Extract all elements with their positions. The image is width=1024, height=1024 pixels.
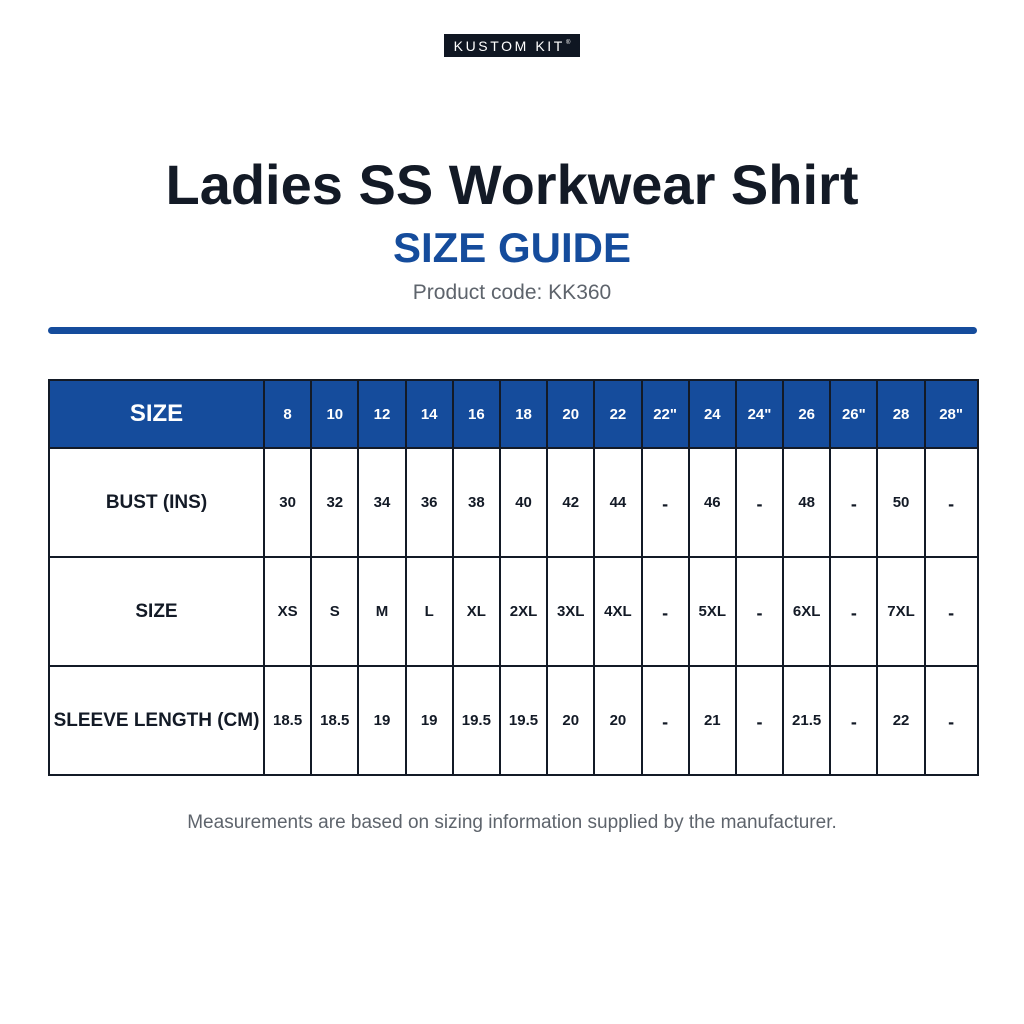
registered-mark: ®	[565, 39, 571, 46]
table-cell: 30	[264, 448, 311, 557]
table-cell: 50	[877, 448, 924, 557]
table-cell: 20	[547, 666, 594, 775]
table-cell: -	[642, 557, 689, 666]
table-body	[49, 448, 978, 775]
table-cell: 38	[453, 448, 500, 557]
divider	[48, 327, 977, 334]
table-cell: 42	[547, 448, 594, 557]
table-cell: 2XL	[500, 557, 547, 666]
header-size-cell: 26"	[830, 380, 877, 448]
footnote: Measurements are based on sizing information supplied by the manufacturer.	[187, 812, 837, 833]
table-cell: 21	[689, 666, 736, 775]
table-cell: 7XL	[877, 557, 924, 666]
header-size-cell: 16	[453, 380, 500, 448]
page-subtitle: SIZE GUIDE	[392, 224, 632, 271]
table-cell: -	[925, 666, 978, 775]
table-cell: XL	[453, 557, 500, 666]
table-cell: -	[925, 448, 978, 557]
table-row	[49, 448, 978, 557]
table-cell: L	[406, 557, 453, 666]
table-cell: -	[830, 448, 877, 557]
table-cell: 5XL	[689, 557, 736, 666]
table-cell: 4XL	[594, 557, 641, 666]
header-size-cell: 28"	[925, 380, 978, 448]
table-cell: 19	[406, 666, 453, 775]
table-cell: 40	[500, 448, 547, 557]
header-size-cell: 26	[783, 380, 830, 448]
header-size-cell: 28	[877, 380, 924, 448]
size-table	[48, 379, 979, 776]
table-cell: -	[736, 557, 783, 666]
table-cell: 3XL	[547, 557, 594, 666]
header-size-cell: 18	[500, 380, 547, 448]
table-cell: XS	[264, 557, 311, 666]
header-size-cell: 22"	[642, 380, 689, 448]
table-cell: 18.5	[311, 666, 358, 775]
table-header-row	[49, 380, 978, 448]
row-label: SLEEVE LENGTH (CM)	[49, 666, 264, 775]
table-cell: 19.5	[500, 666, 547, 775]
table-cell: 21.5	[783, 666, 830, 775]
header-size-cell: 14	[406, 380, 453, 448]
brand-logo	[444, 34, 580, 57]
table-cell: -	[642, 666, 689, 775]
table-cell: 36	[406, 448, 453, 557]
table-cell: 48	[783, 448, 830, 557]
table-row	[49, 557, 978, 666]
table-cell: 32	[311, 448, 358, 557]
header-size-label: SIZE	[49, 380, 264, 448]
product-code: Product code: KK360	[412, 281, 612, 304]
table-cell: M	[358, 557, 405, 666]
header-size-cell: 24	[689, 380, 736, 448]
header-size-cell: 12	[358, 380, 405, 448]
table-cell: 44	[594, 448, 641, 557]
table-cell: -	[830, 557, 877, 666]
table-cell: 19.5	[453, 666, 500, 775]
table-cell: -	[830, 666, 877, 775]
header-size-cell: 24"	[736, 380, 783, 448]
table-cell: 34	[358, 448, 405, 557]
table-cell: 46	[689, 448, 736, 557]
table-cell: 20	[594, 666, 641, 775]
header-size-cell: 10	[311, 380, 358, 448]
table-cell: -	[642, 448, 689, 557]
table-cell: 19	[358, 666, 405, 775]
table-cell: 22	[877, 666, 924, 775]
header-size-cell: 22	[594, 380, 641, 448]
table-cell: 6XL	[783, 557, 830, 666]
page-title: Ladies SS Workwear Shirt	[165, 153, 859, 216]
table-cell: -	[736, 448, 783, 557]
table-cell: -	[736, 666, 783, 775]
table-row	[49, 666, 978, 775]
table-cell: 18.5	[264, 666, 311, 775]
row-label: SIZE	[49, 557, 264, 666]
table-cell: S	[311, 557, 358, 666]
table-cell: -	[925, 557, 978, 666]
row-label: BUST (INS)	[49, 448, 264, 557]
brand-logo-text: KUSTOM KIT	[453, 37, 565, 54]
header-size-cell: 8	[264, 380, 311, 448]
header-size-cell: 20	[547, 380, 594, 448]
